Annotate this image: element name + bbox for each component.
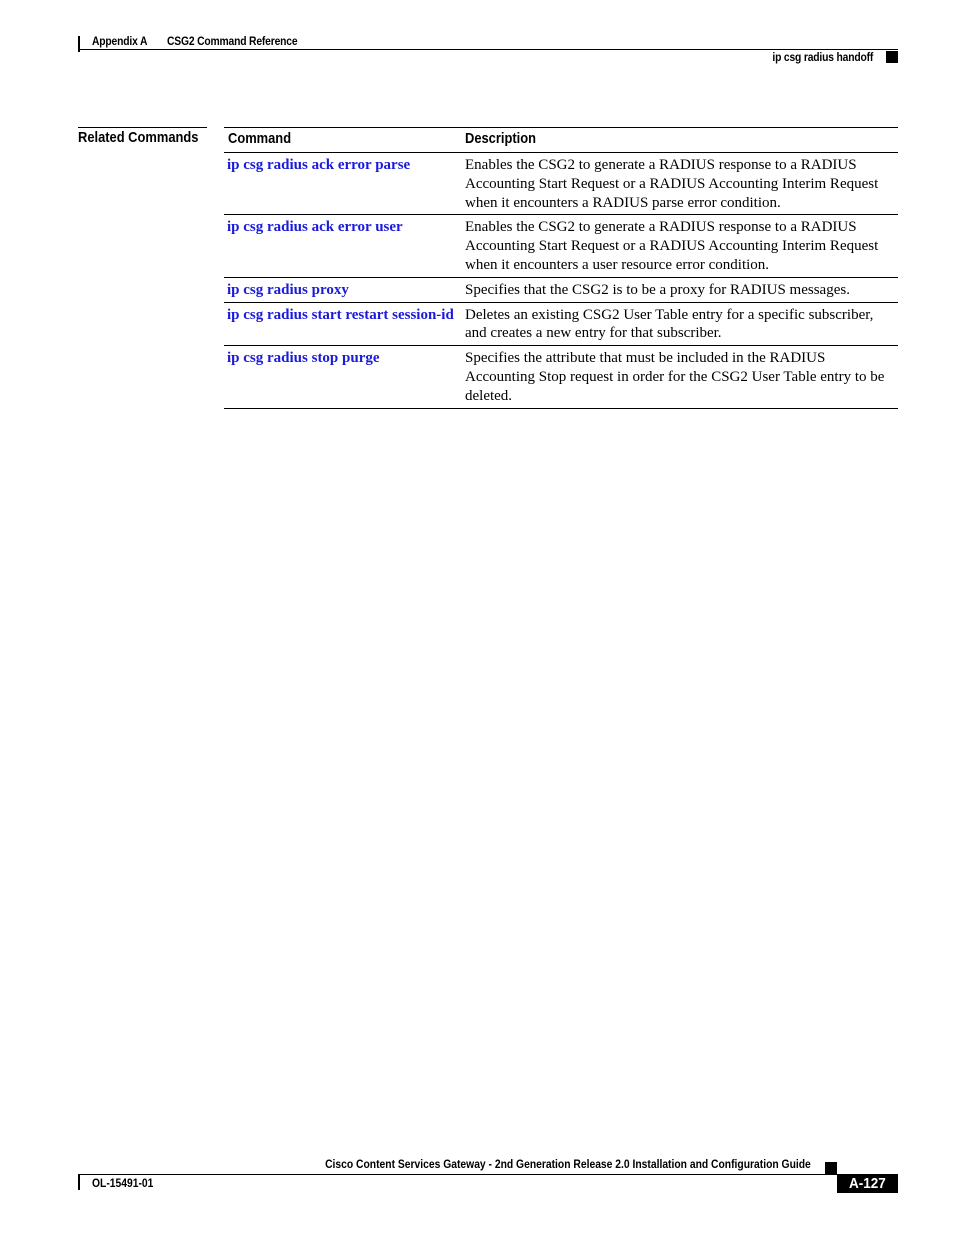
command-description: Specifies that the CSG2 is to be a proxy for RADIUS messages.: [465, 281, 850, 298]
table-header-row: [224, 128, 898, 153]
header-chapter-title: CSG2 Command Reference: [167, 34, 298, 48]
related-commands-table: [224, 127, 898, 409]
column-header-command: Command: [224, 128, 465, 153]
table-row: [224, 153, 898, 215]
command-link[interactable]: ip csg radius ack error parse: [227, 157, 411, 173]
column-header-description: Description: [465, 128, 898, 153]
footer-guide-title: Cisco Content Services Gateway - 2nd Generation Release 2.0 Installation and Configuration Guide: [325, 1157, 811, 1171]
footer-rule: [78, 1174, 898, 1175]
footer-doc-number: OL-15491-01: [92, 1176, 154, 1190]
command-link[interactable]: ip csg radius start restart session-id: [227, 306, 454, 323]
header-topic: ip csg radius handoff: [772, 50, 873, 64]
page-number-badge: [837, 1175, 898, 1193]
table-row: [224, 215, 898, 277]
command-description: Enables the CSG2 to generate a RADIUS response to a RADIUS Accounting Start Request or a RADIUS Accounting Interim Request when it encounters a RADIUS parse error condition.: [465, 157, 879, 211]
header-marker-square: [886, 51, 898, 63]
command-description: Specifies the attribute that must be included in the RADIUS Accounting Stop request in order for the CSG2 User Table entry to be deleted.: [465, 350, 885, 404]
header-appendix: Appendix A: [92, 34, 148, 48]
table-row: [224, 277, 898, 302]
table-row: [224, 346, 898, 408]
section-label-rule: [78, 127, 207, 128]
command-link[interactable]: ip csg radius proxy: [227, 281, 349, 298]
section-label: Related Commands: [78, 129, 199, 146]
footer-left-bar: [78, 1174, 80, 1190]
command-link[interactable]: ip csg radius ack error user: [227, 219, 403, 236]
command-description: Enables the CSG2 to generate a RADIUS response to a RADIUS Accounting Start Request or a RADIUS Accounting Interim Request when it encounters a user resource error condition.: [465, 219, 879, 273]
footer-marker-square: [825, 1162, 837, 1174]
command-description: Deletes an existing CSG2 User Table entry for a specific subscriber, and creates a new entry for that subscriber.: [465, 306, 874, 342]
command-link[interactable]: ip csg radius stop purge: [227, 350, 380, 367]
table-row: [224, 302, 898, 346]
page-number: A-127: [849, 1175, 886, 1192]
